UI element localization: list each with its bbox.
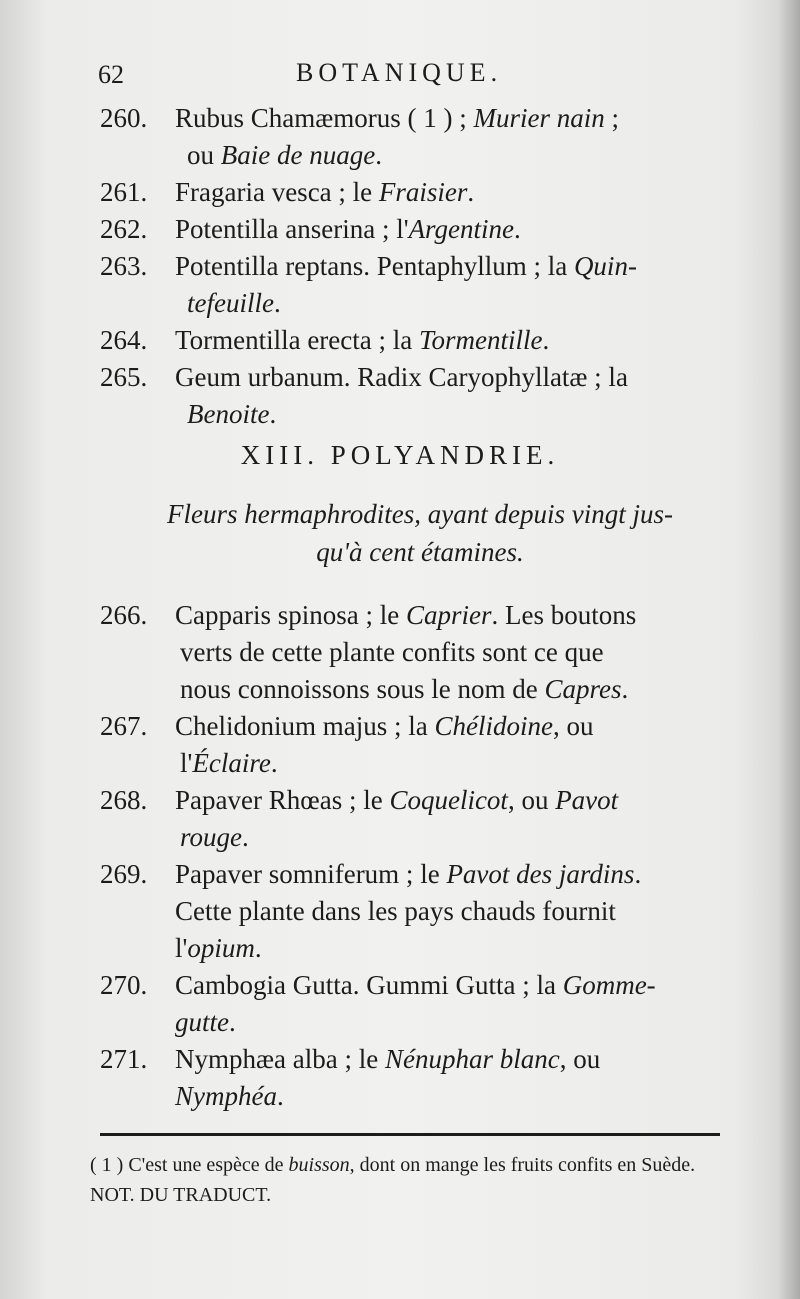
entry-italic: gutte [175, 1007, 229, 1037]
entry-number: 271. [100, 1044, 148, 1074]
entry-number: 265. [100, 362, 148, 392]
entry-text: . [276, 1081, 284, 1111]
section-description-line: qu'à cent étamines. [316, 537, 524, 567]
entry-text: . [621, 674, 629, 704]
entry-italic: Baie de nuage [220, 140, 376, 170]
entry-text: Rubus Chamæmorus ( 1 ) ; [175, 103, 474, 133]
entry-number: 262. [100, 214, 148, 244]
entry-italic: Gomme- [562, 970, 656, 1000]
entry-262 [100, 211, 760, 248]
page-gutter-shadow [778, 0, 800, 1299]
footnote-italic: buisson [288, 1154, 350, 1176]
entry-text: . [270, 748, 278, 778]
entry-italic: Caprier [405, 600, 492, 630]
entry-italic: Coquelicot [389, 785, 508, 815]
entry-text: , ou [559, 1044, 601, 1074]
footnote-divider [100, 1133, 720, 1136]
entry-italic: Nymphéa [175, 1081, 277, 1111]
entry-text: nous connoissons sous le nom de [180, 674, 545, 704]
entry-text: . [254, 933, 262, 963]
entry-text: ou [187, 140, 221, 170]
entry-text: Chelidonium majus ; la [175, 711, 435, 741]
entry-261 [100, 174, 760, 211]
page-header [98, 58, 738, 98]
entry-267 [100, 708, 760, 782]
entry-number: 264. [100, 325, 148, 355]
entry-number: 270. [100, 970, 148, 1000]
footnote-text: ( 1 ) C'est une espèce de [90, 1154, 289, 1176]
entry-italic: tefeuille [187, 288, 274, 318]
entry-italic: Tormentille [419, 325, 543, 355]
entry-text: Potentilla anserina ; l' [175, 214, 409, 244]
entry-text: Geum urbanum. Radix Caryophyllatæ ; la [175, 362, 628, 392]
entry-text: verts de cette plante confits sont ce que [180, 637, 604, 667]
entry-number: 269. [100, 859, 148, 889]
entry-italic: Quin- [573, 251, 637, 281]
entry-text: . [514, 214, 521, 244]
entry-italic: Fraisier [378, 177, 468, 207]
entry-264 [100, 322, 760, 359]
entry-text: Potentilla reptans. Pentaphyllum ; la [175, 251, 574, 281]
entry-text: Tormentilla erecta ; la [175, 325, 419, 355]
entry-text: l' [180, 748, 193, 778]
entry-text: . [229, 1007, 236, 1037]
entry-270 [100, 967, 760, 1041]
entry-italic: Nénuphar blanc [384, 1044, 560, 1074]
entry-text: Fragaria vesca ; le [175, 177, 379, 207]
page-number: 62 [98, 60, 124, 89]
entry-271 [100, 1041, 760, 1115]
entry-text: Cambogia Gutta. Gummi Gutta ; la [175, 970, 563, 1000]
section-description [100, 495, 740, 571]
entry-number: 266. [100, 600, 148, 630]
entry-text: . [634, 859, 642, 889]
entry-269 [100, 856, 760, 967]
running-title: BOTANIQUE. [296, 58, 503, 87]
entry-260 [100, 100, 760, 174]
entry-text: Papaver Rhœas ; le [175, 785, 390, 815]
entry-italic: Capres [544, 674, 622, 704]
section-title: XIII. POLYANDRIE. [240, 440, 560, 470]
entry-italic: Pavot des jardins [446, 859, 635, 889]
entry-266 [100, 597, 760, 708]
entry-number: 263. [100, 251, 148, 281]
entry-268 [100, 782, 760, 856]
entry-text: , ou [552, 711, 594, 741]
entry-number: 260. [100, 103, 148, 133]
entry-text: Cette plante dans les pays chauds fournit [175, 896, 616, 926]
entry-text: Papaver somniferum ; le [175, 859, 447, 889]
entry-italic: Chélidoine [434, 711, 553, 741]
section-description-line: Fleurs hermaphrodites, ayant depuis vingt jus- [167, 499, 673, 529]
entry-text: . Les boutons [491, 600, 637, 630]
entry-text: . [273, 288, 281, 318]
entry-italic: Argentine [408, 214, 515, 244]
entry-text: Nymphæa alba ; le [175, 1044, 385, 1074]
entry-text: , ou [507, 785, 556, 815]
entry-italic: Murier nain [473, 103, 605, 133]
entry-263 [100, 248, 760, 322]
footnote [90, 1150, 740, 1210]
entry-text: . [542, 325, 550, 355]
entry-text: . [467, 177, 475, 207]
entry-number: 268. [100, 785, 148, 815]
entry-italic: Éclaire [192, 748, 271, 778]
entry-text: l' [175, 933, 188, 963]
entry-italic: opium [187, 933, 255, 963]
entry-number: 261. [100, 177, 148, 207]
entry-number: 267. [100, 711, 148, 741]
entry-italic: Pavot [555, 785, 619, 815]
entry-text: ; [604, 103, 620, 133]
entry-text: . [375, 140, 382, 170]
entry-italic: rouge [180, 822, 242, 852]
entry-text: . [242, 822, 249, 852]
entry-italic: Benoite [187, 399, 270, 429]
footnote-text: , dont on mange les fruits confits en Suède. NOT. DU TRADUCT. [90, 1154, 696, 1206]
entry-text: . [269, 399, 277, 429]
entry-text: Capparis spinosa ; le [175, 600, 406, 630]
entry-265 [100, 359, 760, 433]
